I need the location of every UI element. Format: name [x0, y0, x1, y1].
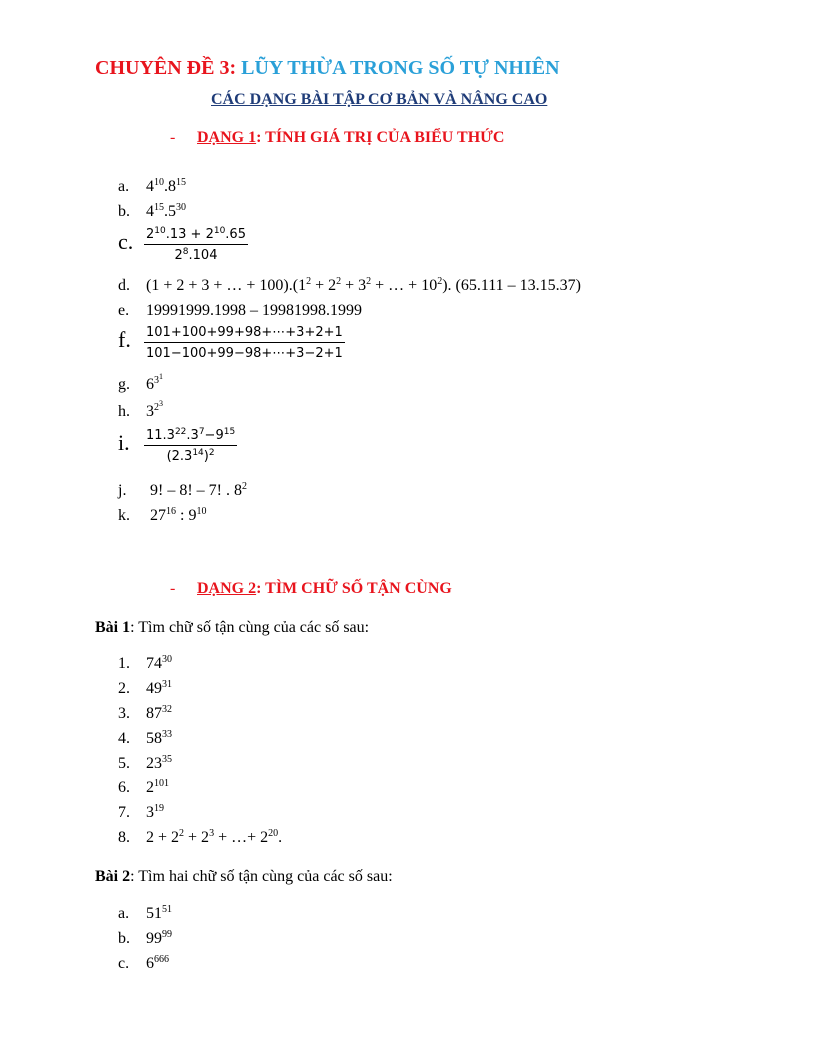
- expression: $4^{15}.5^{30}$: [146, 202, 186, 220]
- exercise-item-j: [118, 482, 247, 500]
- exercise-item-c: [118, 227, 248, 263]
- expression: $3^{19}$: [146, 803, 164, 821]
- item-label: d.: [118, 277, 130, 294]
- expression: $2^{101}$: [146, 778, 169, 796]
- item-label: 3.: [118, 705, 130, 722]
- fraction-denominator: $2^8.104$: [174, 247, 218, 263]
- exercise-text: : Tìm chữ số tận cùng của các số sau:: [130, 619, 370, 636]
- section-dash: -: [170, 580, 176, 597]
- item-label: 5.: [118, 755, 130, 772]
- expression: $3^{2^3}$: [146, 399, 163, 420]
- exercise-prompt-1: [95, 619, 369, 637]
- exercise-item-i: [118, 428, 237, 464]
- section-title: : TÍNH GIÁ TRỊ CỦA BIỂU THỨC: [256, 129, 505, 146]
- fraction: [144, 428, 237, 464]
- fraction-numerator: 101+100+99+98+⋯+3+2+1: [144, 325, 345, 343]
- expression: $6^{666}$: [146, 954, 169, 972]
- list-item-c: [118, 955, 169, 973]
- item-label: j.: [118, 482, 127, 499]
- section-title: : TÌM CHỮ SỐ TẬN CÙNG: [256, 580, 452, 597]
- item-label: a.: [118, 178, 130, 195]
- expression: (1 + 2 + 3 + … + $100).(1^2 + 2^2 + 3^2$ + … + $10^2$). (65.111 – 13.15.37): [146, 276, 581, 294]
- expression: $99^{99}$: [146, 929, 172, 947]
- expression: $27^{16}$ : $9^{10}$: [146, 506, 207, 524]
- item-label: e.: [118, 302, 130, 319]
- title-topic-number: CHUYÊN ĐỀ 3:: [95, 57, 237, 79]
- list-item-4: [118, 730, 172, 748]
- item-label: g.: [118, 376, 130, 393]
- fraction-denominator: 101−100+99−98+⋯+3−2+1: [146, 346, 343, 361]
- list-item-5: [118, 755, 172, 773]
- item-label: 4.: [118, 730, 130, 747]
- exercise-text: : Tìm hai chữ số tận cùng của các số sau:: [130, 868, 393, 885]
- section-heading-1: [170, 129, 504, 147]
- exercise-item-h: [118, 399, 163, 421]
- title-topic-name: LŨY THỪA TRONG SỐ TỰ NHIÊN: [236, 57, 560, 79]
- item-label: c.: [118, 955, 130, 972]
- exercise-prompt-2: [95, 868, 393, 886]
- list-item-1: [118, 655, 172, 673]
- item-label: h.: [118, 403, 130, 420]
- fraction-numerator: $2^{10}.13 + 2^{10}.65$: [144, 227, 248, 245]
- list-item-6: [118, 779, 169, 797]
- item-label: c.: [118, 228, 134, 254]
- exercise-label: Bài 2: [95, 868, 131, 885]
- expression: $4^{10}.8^{15}$: [146, 177, 186, 195]
- fraction: [144, 325, 345, 361]
- item-label: b.: [118, 203, 130, 220]
- expression: $49^{31}$: [146, 679, 172, 697]
- item-label: 8.: [118, 829, 130, 846]
- item-label: 1.: [118, 655, 130, 672]
- page-title: [95, 57, 560, 80]
- item-label: 6.: [118, 779, 130, 796]
- exercise-item-b: [118, 203, 186, 221]
- expression: $74^{30}$: [146, 654, 172, 672]
- exercise-item-a: [118, 178, 186, 196]
- item-label: f.: [118, 326, 131, 352]
- item-label: 7.: [118, 804, 130, 821]
- exercise-item-k: [118, 507, 206, 525]
- list-item-2: [118, 680, 172, 698]
- item-label: 2.: [118, 680, 130, 697]
- item-label: k.: [118, 507, 130, 524]
- list-item-3: [118, 705, 172, 723]
- item-label: i.: [118, 429, 130, 455]
- exercise-item-g: [118, 372, 163, 394]
- item-label: a.: [118, 905, 130, 922]
- expression: 19991999.1998 – 19981998.1999: [146, 302, 362, 319]
- fraction: [144, 227, 248, 263]
- expression: $23^{35}$: [146, 754, 172, 772]
- exercise-item-d: [118, 277, 581, 295]
- fraction-denominator: $(2.3^{14})^2$: [166, 448, 215, 464]
- expression: $87^{32}$: [146, 704, 172, 722]
- section-dash: -: [170, 129, 176, 146]
- expression: $58^{33}$: [146, 729, 172, 747]
- page-subtitle: CÁC DẠNG BÀI TẬP CƠ BẢN VÀ NÂNG CAO: [211, 91, 548, 108]
- list-item-b: [118, 930, 172, 948]
- expression: $2 + 2^2 + 2^3$ + …+ $2^{20}$.: [146, 828, 283, 846]
- exercise-item-f: [118, 325, 345, 361]
- expression: $51^{51}$: [146, 904, 172, 922]
- expression: 9! – 8! – 7! . $8^2$: [146, 481, 247, 499]
- section-heading-2: [170, 580, 452, 598]
- section-label: DẠNG 1: [197, 129, 257, 146]
- list-item-a: [118, 905, 172, 923]
- exercise-label: Bài 1: [95, 619, 131, 636]
- list-item-8: [118, 829, 282, 847]
- section-label: DẠNG 2: [197, 580, 257, 597]
- exercise-item-e: [118, 302, 362, 320]
- list-item-7: [118, 804, 164, 822]
- expression: $6^{3^1}$: [146, 372, 163, 393]
- fraction-numerator: $11.3^{22}.3^7-9^{15}$: [144, 428, 237, 446]
- item-label: b.: [118, 930, 130, 947]
